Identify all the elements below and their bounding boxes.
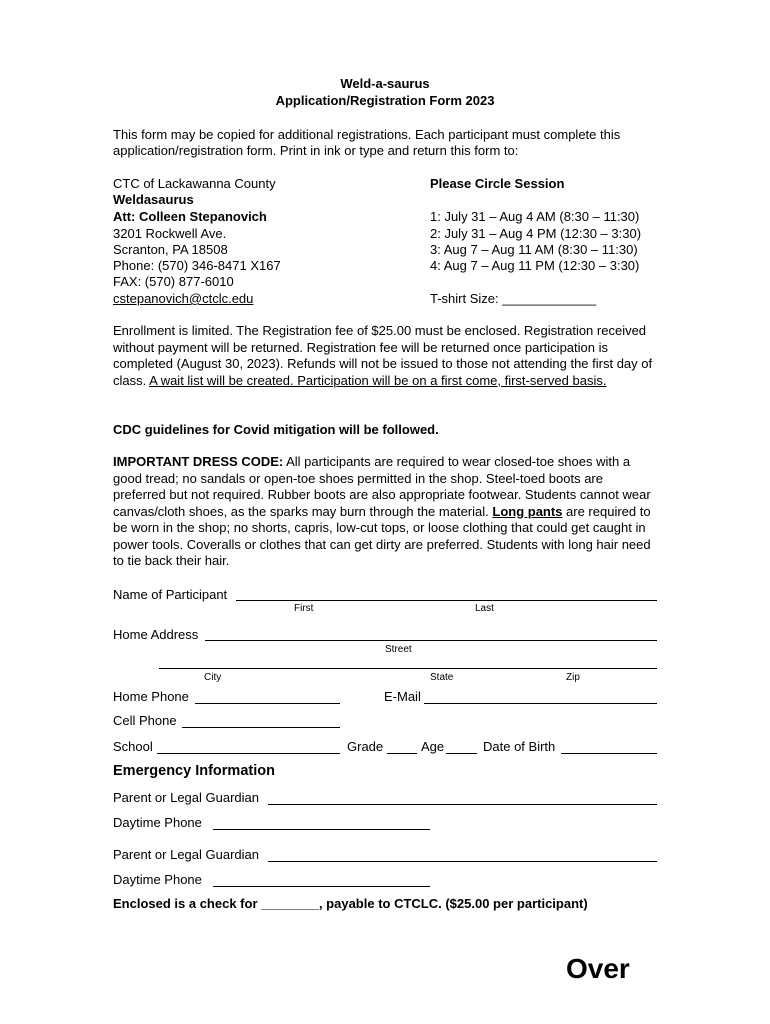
grade-label: Grade xyxy=(347,739,384,754)
city-caption: City xyxy=(204,672,222,683)
address-street: 3201 Rockwell Ave. xyxy=(113,226,227,241)
zip-caption: Zip xyxy=(566,672,580,683)
emergency-heading: Emergency Information xyxy=(113,763,275,779)
school-label: School xyxy=(113,739,153,754)
over-label: Over xyxy=(566,953,630,984)
dob-input-line[interactable] xyxy=(561,753,657,754)
school-input-line[interactable] xyxy=(157,753,340,754)
address-label: Home Address xyxy=(113,627,199,642)
guardian-2-label: Parent or Legal Guardian xyxy=(113,847,259,862)
cell-phone-label: Cell Phone xyxy=(113,713,177,728)
address-attention: Att: Colleen Stepanovich xyxy=(113,209,267,224)
address-fax: FAX: (570) 877-6010 xyxy=(113,274,234,289)
age-input-line[interactable] xyxy=(446,753,477,754)
dress-code-text-2: are required to be worn in the shop; no shorts, capris, low-cut tops, or loose clothing that could get caught in power tools. Coveralls or clothes that can get dirty are preferred. Students with long hair need to tie back their hair. xyxy=(113,503,651,568)
city-state-zip-input-line[interactable] xyxy=(159,668,657,669)
name-label: Name of Participant xyxy=(113,587,228,602)
intro-line-2: application/registration form. Print in ink or type and return this form to: xyxy=(113,143,519,158)
dress-code-paragraph xyxy=(113,454,658,570)
address-org: CTC of Lackawanna County xyxy=(113,176,276,191)
enrollment-text: Enrollment is limited. The Registration fee of $25.00 must be enclosed. Registration received without payment will be returned. Registration fee will be returned once participation is completed (August 30, 2023). Refunds will not be issued to those not attending the first day of class. xyxy=(113,323,653,388)
last-name-caption: Last xyxy=(475,603,494,614)
session-option-1[interactable]: 1: July 31 – Aug 4 AM (8:30 – 11:30) xyxy=(430,209,640,224)
daytime-phone-2-input-line[interactable] xyxy=(213,886,430,887)
enrollment-paragraph xyxy=(113,323,658,389)
form-title: Weld-a-saurus xyxy=(340,76,430,91)
guardian-1-label: Parent or Legal Guardian xyxy=(113,790,259,805)
street-input-line[interactable] xyxy=(205,640,657,641)
covid-notice: CDC guidelines for Covid mitigation will be followed. xyxy=(113,422,439,437)
email-label: E-Mail xyxy=(384,689,421,704)
address-city: Scranton, PA 18508 xyxy=(113,242,228,257)
address-phone: Phone: (570) 346-8471 X167 xyxy=(113,258,281,273)
first-name-caption: First xyxy=(294,603,314,614)
daytime-phone-2-label: Daytime Phone xyxy=(113,872,202,887)
email-input-line[interactable] xyxy=(424,703,657,704)
street-caption: Street xyxy=(385,644,412,655)
session-heading: Please Circle Session xyxy=(430,176,565,191)
long-pants-text: Long pants xyxy=(492,503,563,519)
home-phone-input-line[interactable] xyxy=(195,703,340,704)
daytime-phone-1-input-line[interactable] xyxy=(213,829,430,830)
name-input-line[interactable] xyxy=(236,600,657,601)
intro-line-1: This form may be copied for additional registrations. Each participant must complete this xyxy=(113,127,621,142)
daytime-phone-1-label: Daytime Phone xyxy=(113,815,202,830)
guardian-1-input-line[interactable] xyxy=(268,804,657,805)
session-option-3[interactable]: 3: Aug 7 – Aug 11 AM (8:30 – 11:30) xyxy=(430,242,638,257)
dress-code-text-1: All participants are required to wear closed-toe shoes with a good tread; no sandals or open-toe shoes permitted in the shop. Steel-toed boots are preferred but not required. Rubber boots are also appropriate footwear. Students cannot wear canvas/cloth shoes, as the sparks may burn through the material. xyxy=(113,454,651,519)
grade-input-line[interactable] xyxy=(387,753,417,754)
dress-code-label: IMPORTANT DRESS CODE: xyxy=(113,454,284,469)
address-program: Weldasaurus xyxy=(113,192,194,207)
guardian-2-input-line[interactable] xyxy=(268,861,657,862)
tshirt-size-field[interactable]: T-shirt Size: _____________ xyxy=(430,291,597,306)
session-option-4[interactable]: 4: Aug 7 – Aug 11 PM (12:30 – 3:30) xyxy=(430,258,640,273)
payment-line: Enclosed is a check for ________, payable to CTCLC. ($25.00 per participant) xyxy=(113,896,588,911)
form-subtitle: Application/Registration Form 2023 xyxy=(275,93,495,108)
dob-label: Date of Birth xyxy=(483,739,556,754)
wait-list-text: A wait list will be created. Participation will be on a first come, first-served basis. xyxy=(149,372,607,388)
age-label: Age xyxy=(421,739,445,754)
cell-phone-input-line[interactable] xyxy=(182,727,340,728)
state-caption: State xyxy=(430,672,454,683)
email-link[interactable]: cstepanovich@ctclc.edu xyxy=(113,291,254,306)
session-option-2[interactable]: 2: July 31 – Aug 4 PM (12:30 – 3:30) xyxy=(430,226,642,241)
home-phone-label: Home Phone xyxy=(113,689,189,704)
